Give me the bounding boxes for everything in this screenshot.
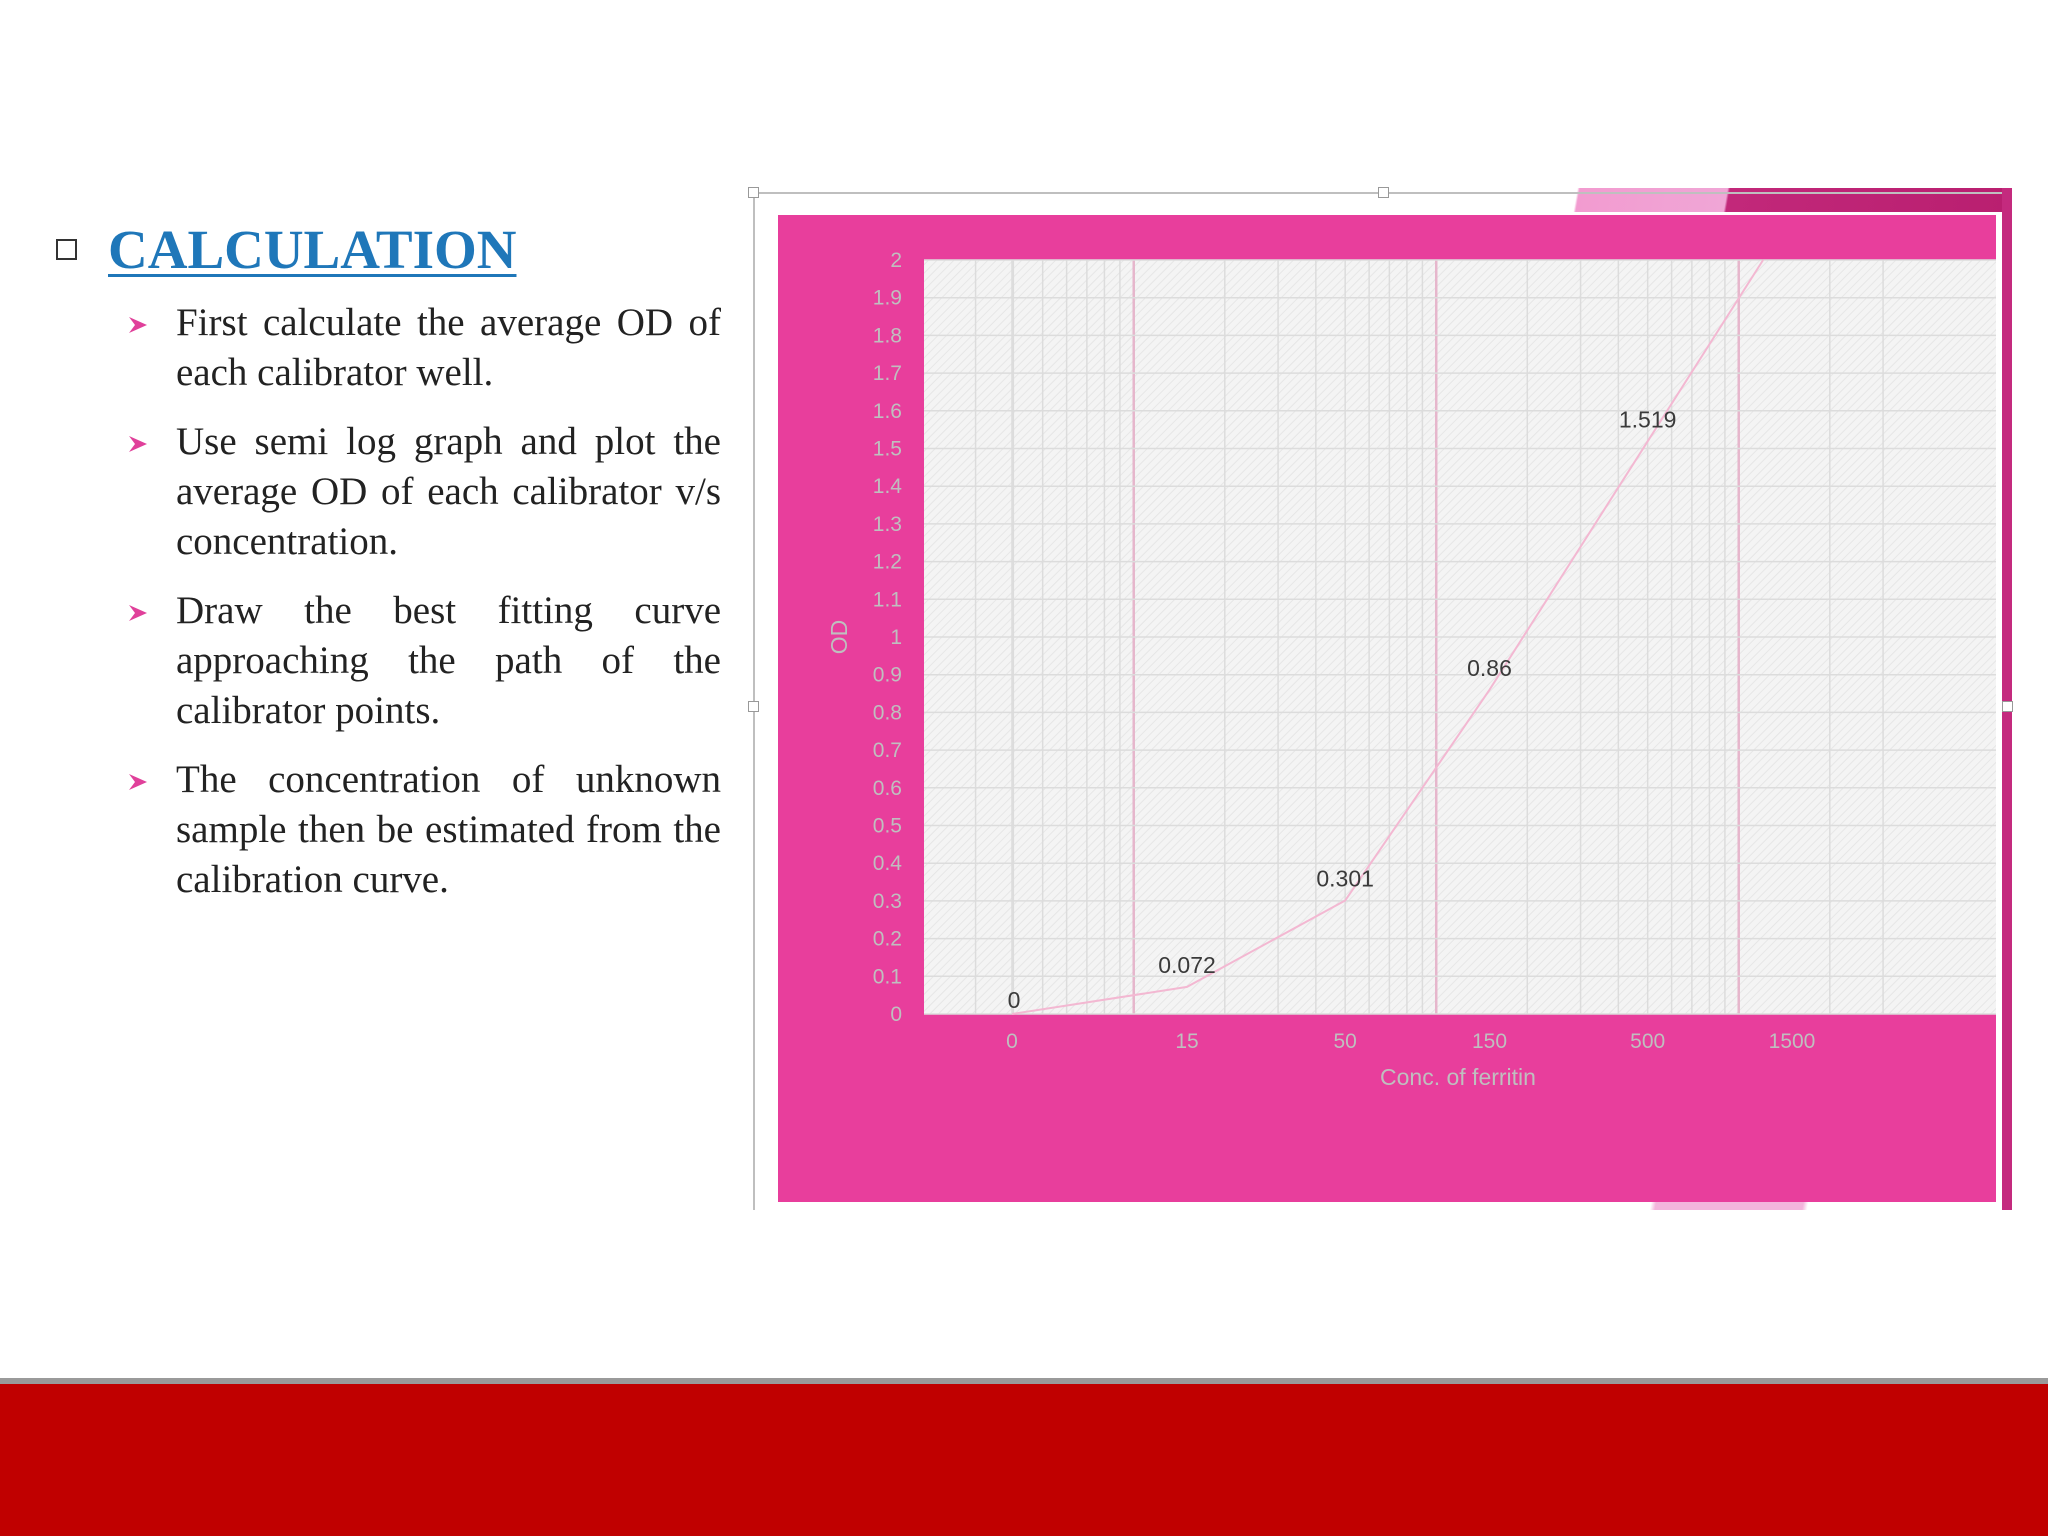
bullet-text: The concentration of unknown sample then be estimated from the calibration curve. <box>176 758 721 901</box>
y-tick-label: 0.9 <box>872 663 902 687</box>
y-tick-label: 0.2 <box>872 927 902 951</box>
y-tick-label: 0.7 <box>872 739 902 763</box>
bullet-text: Use semi log graph and plot the average OD of each calibrator v/s concentration. <box>176 420 721 563</box>
y-tick-label: 1.7 <box>872 362 902 386</box>
x-tick-label: 1500 <box>1768 1030 1816 1053</box>
footer-band <box>0 1384 2048 1536</box>
y-tick-label: 2 <box>890 249 902 272</box>
y-tick-label: 0.3 <box>872 889 902 913</box>
data-label: 0.301 <box>1316 865 1374 892</box>
y-tick-label: 1.2 <box>872 550 902 574</box>
y-tick-label: 1.5 <box>872 437 902 461</box>
x-tick-label: 15 <box>1175 1030 1199 1053</box>
x-tick-label: 500 <box>1630 1030 1666 1053</box>
x-tick-label: 0 <box>1006 1030 1018 1053</box>
data-label: 0.86 <box>1467 654 1512 681</box>
x-tick-label: 50 <box>1333 1030 1357 1053</box>
data-label: 0.072 <box>1158 951 1216 978</box>
y-tick-label: 1.3 <box>872 512 902 536</box>
y-tick-label: 0 <box>890 1003 902 1026</box>
slide-heading: CALCULATION <box>108 218 517 280</box>
data-label: 1.519 <box>1618 406 1677 433</box>
x-axis-title: Conc. of ferritin <box>1380 1064 1536 1090</box>
data-label: 0 <box>1007 987 1021 1013</box>
y-axis-title: OD <box>826 619 852 655</box>
bullet-text: First calculate the average OD of each calibrator well. <box>176 301 721 394</box>
horizontal-gridlines <box>924 260 1996 1014</box>
y-tick-label: 0.1 <box>872 965 902 989</box>
y-tick-label: 1.4 <box>872 475 902 499</box>
bullet-text: Draw the best fitting curve approaching the path of the calibrator points. <box>176 589 721 732</box>
x-tick-label: 150 <box>1471 1030 1508 1053</box>
y-tick-label: 0.5 <box>872 814 902 838</box>
y-tick-label: 1.8 <box>872 324 902 348</box>
y-tick-label: 0.8 <box>872 701 902 725</box>
y-tick-label: 0.6 <box>872 776 902 800</box>
y-tick-label: 1.9 <box>872 286 902 310</box>
y-tick-label: 1.6 <box>872 399 902 423</box>
y-tick-label: 1.1 <box>872 588 902 612</box>
y-tick-label: 1 <box>890 626 902 649</box>
y-tick-label: 0.4 <box>872 852 902 876</box>
